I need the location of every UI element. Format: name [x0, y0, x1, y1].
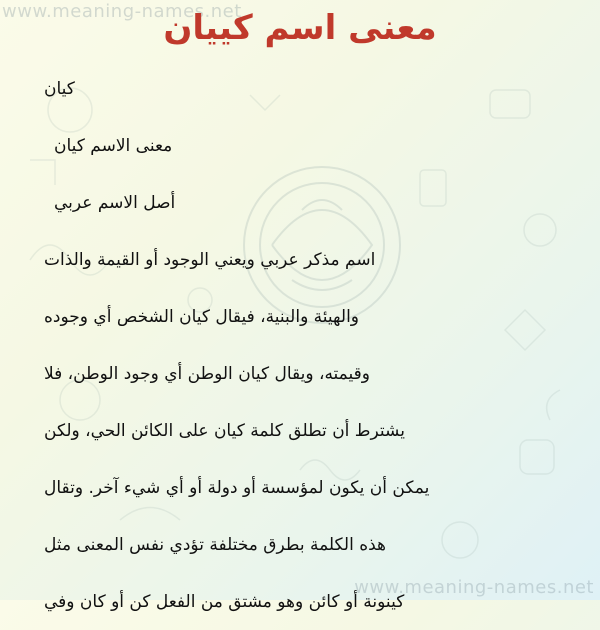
- page-title: معنى اسم كييان: [163, 8, 437, 48]
- text-line: اسم مذكر عربي ويعني الوجود أو القيمة والذات: [44, 249, 376, 270]
- text-line: يمكن أن يكون لمؤسسة أو دولة أو أي شيء آخر. وتقال: [44, 477, 430, 498]
- text-line: أصل الاسم عربي: [54, 192, 176, 213]
- text-line: يشترط أن تطلق كلمة كيان على الكائن الحي، ولكن: [44, 420, 405, 441]
- text-line: وقيمته، ويقال كيان الوطن أي وجود الوطن، فلا: [44, 363, 370, 384]
- watermark-top: www.meaning-names.net: [2, 1, 242, 22]
- text-line: كينونة أو كائن وهو مشتق من الفعل كن أو كان وفي: [44, 591, 405, 612]
- watermark-bottom: www.meaning-names.net: [354, 577, 594, 598]
- text-line: معنى الاسم كيان: [54, 135, 173, 156]
- text-line: والهيئة والبنية، فيقال كيان الشخص أي وجوده: [44, 306, 359, 327]
- text-line: كيان: [44, 78, 75, 99]
- name-meaning-text: [44, 60, 470, 630]
- text-line: هذه الكلمة بطرق مختلفة تؤدي نفس المعنى مثل: [44, 534, 387, 555]
